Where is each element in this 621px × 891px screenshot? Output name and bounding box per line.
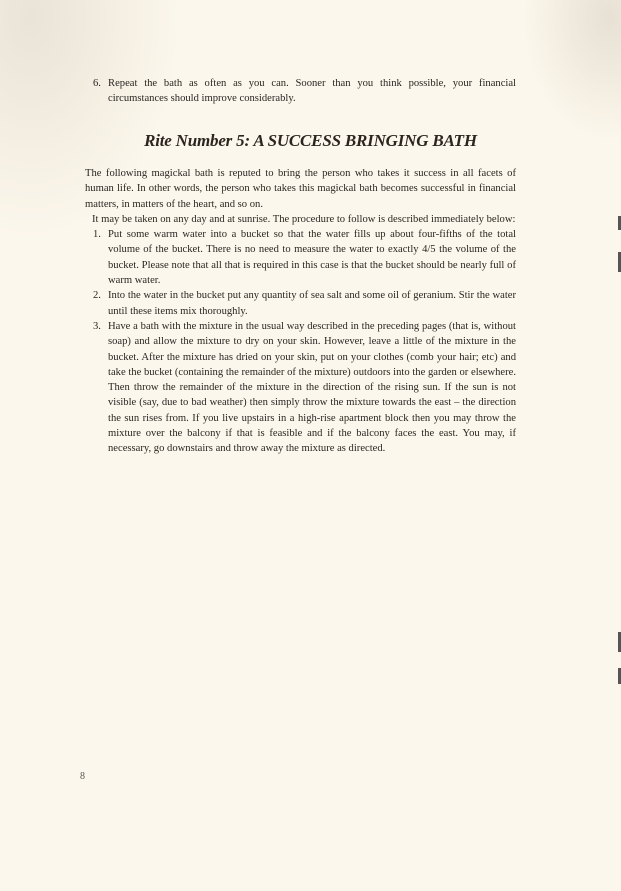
intro-paragraph: The following magickal bath is reputed to bring the person who takes it success in all facets of human life. In other words, the person who takes this magickal bath becomes successful in financial matters, in matters of the heart, and so on. [85,168,516,210]
list-number: 1. [93,229,101,241]
list-text: Have a bath with the mixture in the usual way described in the preceding pages (that is, without soap) and allow the mixture to dry on your skin. However, leave a little of the mixture in the bucket. After the mixture has dried on your skin, put on your clothes (comb your hair; etc) and take the bucket (containing the remainder of the mixture) outdoors into the garden or elsewhere. Then throw the remainder of the mixture in the direction of the rising sun. If the sun is not visible (say, due to bad weather) then simply throw the mixture towards the east – the direction the sun rises from. If you live upstairs in a high-rise apartment block then you may throw the mixture over the balcony if that is feasible and if the balcony faces the east. You may, if necessary, go downstairs and throw away the mixture as directed. [108,320,516,455]
list-item-2 [86,288,516,319]
list-item-3 [86,319,516,457]
section-body [86,166,516,457]
list-number: 6. [93,78,101,89]
list-text: Into the water in the bucket put any quantity of sea salt and some oil of geranium. Stir the water until these items mix thoroughly. [108,290,516,317]
list-number: 3. [93,320,101,332]
page-number: 8 [80,771,85,782]
section-heading: Rite Number 5: A SUCCESS BRINGING BATH [144,131,477,150]
previous-list-continuation [86,76,516,107]
list-text: Repeat the bath as often as you can. Sooner than you think possible, your financial circumstances should improve considerably. [108,78,516,105]
list-item-6 [86,76,516,107]
intro-paragraph: It may be taken on any day and at sunrise. The procedure to follow is described immediately below: [92,213,516,225]
list-number: 2. [93,290,101,302]
list-text: Put some warm water into a bucket so that the water fills up about four-fifths of the total volume of the bucket. There is no need to measure the water to exactly 4/5 the volume of the bucket. Please note that all that is required in this case is that the bucket should be nearly full of warm water. [108,229,516,287]
list-item-1 [86,227,516,288]
